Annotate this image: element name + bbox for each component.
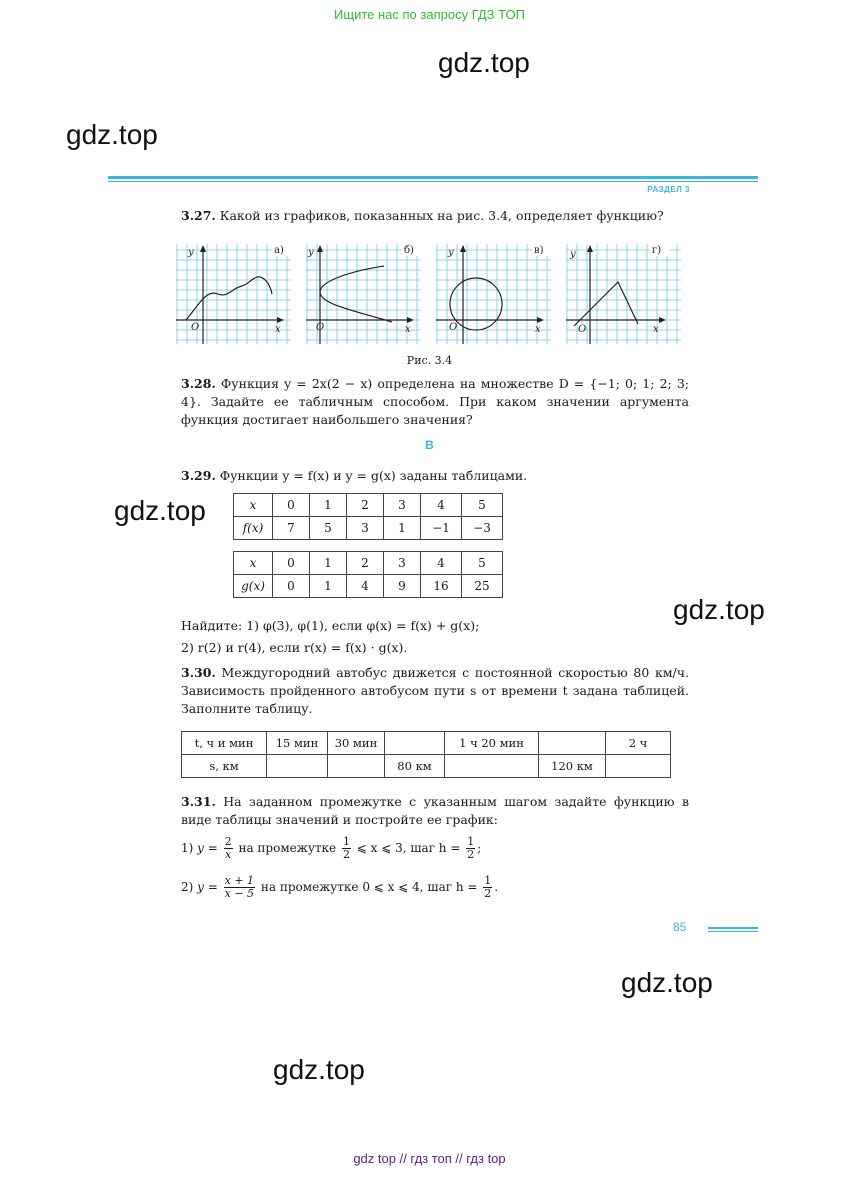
- fraction: [342, 836, 351, 861]
- problem-number: 3.28.: [181, 376, 216, 391]
- table-cell: −1: [421, 517, 462, 540]
- table-cell: 4: [421, 552, 462, 575]
- curve: [450, 278, 502, 330]
- graph-label: а): [274, 245, 284, 256]
- problem-text: Функция y = 2x(2 − x) определена на множестве D = {−1; 0; 1; 2; 3; 4}. Задайте ее табличным способом. При каком значении аргумента функция достигает наибольшего значения?: [181, 376, 689, 427]
- graph-label: г): [652, 245, 662, 256]
- section-label: РАЗДЕЛ 3: [647, 185, 690, 194]
- problem-3-31: [181, 793, 689, 829]
- origin-label: O: [578, 324, 587, 335]
- fraction: [483, 875, 492, 900]
- page-rule: [708, 931, 758, 932]
- x-label: x: [535, 324, 541, 335]
- header-rule: [108, 181, 758, 182]
- table-g: [233, 551, 503, 598]
- table-cell: 2: [347, 494, 384, 517]
- numerator: 1: [467, 835, 475, 848]
- table-cell: [385, 732, 445, 755]
- watermark: gdz.top: [438, 47, 530, 78]
- table-cell: t, ч и мин: [182, 732, 267, 755]
- table-cell: 5: [462, 552, 503, 575]
- problem-text: Междугородний автобус движется с постоянной скоростью 80 км/ч. Зависимость пройденного автобусом пути s от времени t задана таблицей. Заполните таблицу.: [181, 665, 689, 716]
- subsection-label: В: [425, 438, 434, 452]
- graph-label: в): [534, 245, 544, 256]
- item-step: шаг h =: [427, 880, 478, 894]
- problem-number: 3.29.: [181, 468, 216, 483]
- table-row: [234, 494, 503, 517]
- numerator: 1: [484, 874, 492, 887]
- figure-caption: Рис. 3.4: [406, 354, 453, 367]
- y-arrow: [317, 245, 323, 252]
- denominator: 2: [467, 848, 475, 861]
- table-cell: 30 мин: [328, 732, 385, 755]
- table-cell: 5: [462, 494, 503, 517]
- denominator: x: [225, 848, 232, 861]
- table-cell: x: [234, 552, 273, 575]
- graph-v: [436, 244, 551, 344]
- table-cell: 0: [273, 494, 310, 517]
- graph-b-svg: [306, 244, 421, 344]
- problem-3-30: [181, 664, 689, 718]
- table-cell: 2: [347, 552, 384, 575]
- table-cell: 1: [310, 552, 347, 575]
- problem-number: 3.30.: [181, 665, 216, 680]
- item-end: .: [494, 880, 499, 894]
- table-cell: 0: [273, 552, 310, 575]
- y-arrow: [587, 245, 593, 252]
- y-label: y: [308, 247, 314, 258]
- denominator: x − 5: [224, 887, 255, 900]
- find-line-2: 2) r(2) и r(4), если r(x) = f(x) · g(x).: [181, 640, 408, 655]
- item-inequality: ⩽ x ⩽ 3,: [356, 841, 407, 855]
- find-line-1: Найдите: 1) φ(3), φ(1), если φ(x) = f(x) + g(x);: [181, 618, 480, 633]
- page-number: 85: [673, 920, 687, 934]
- table-cell: 4: [421, 494, 462, 517]
- table-row: [234, 552, 503, 575]
- item-step: шаг h =: [410, 841, 461, 855]
- table-cell: [267, 755, 328, 778]
- problem-3-29: [181, 467, 689, 485]
- item-end: ;: [477, 841, 482, 855]
- table-cell: [539, 732, 606, 755]
- fraction: [466, 836, 475, 861]
- table-cell: [328, 755, 385, 778]
- numerator: x + 1: [224, 874, 255, 887]
- y-arrow: [200, 245, 206, 252]
- x-label: x: [275, 324, 281, 335]
- watermark: gdz.top: [114, 495, 206, 526]
- item-text: на промежутке 0 ⩽ x ⩽ 4,: [260, 880, 424, 894]
- graph-a-svg: [176, 244, 291, 344]
- table-cell: 0: [273, 575, 310, 598]
- table-cell: 7: [273, 517, 310, 540]
- item-y: y =: [197, 841, 218, 855]
- watermark: gdz.top: [273, 1054, 365, 1085]
- problem-text: На заданном промежутке с указанным шагом задайте функцию в виде таблицы значений и постройте ее график:: [181, 794, 689, 827]
- table-bus: [181, 731, 671, 778]
- table-cell: 80 км: [385, 755, 445, 778]
- fraction: [224, 875, 255, 900]
- footer-links: gdz top // гдз топ // гдз top: [353, 1151, 506, 1166]
- graph-g-svg: [566, 244, 681, 344]
- fraction: [224, 836, 233, 861]
- table-cell: 16: [421, 575, 462, 598]
- denominator: 2: [484, 887, 492, 900]
- item-prefix: 2): [181, 880, 194, 894]
- table-cell: 9: [384, 575, 421, 598]
- watermark: gdz.top: [621, 967, 713, 998]
- graph-label: б): [404, 245, 414, 256]
- curve: [186, 277, 272, 320]
- y-label: y: [570, 249, 576, 260]
- problem-3-28: [181, 375, 689, 429]
- x-arrow: [277, 317, 284, 323]
- graph-b: [306, 244, 421, 344]
- table-cell: [606, 755, 671, 778]
- origin-label: O: [316, 322, 325, 333]
- table-row: [234, 517, 503, 540]
- table-cell: 1: [310, 575, 347, 598]
- curve: [574, 282, 638, 326]
- problem-text: Функции y = f(x) и y = g(x) заданы таблицами.: [219, 468, 528, 483]
- x-label: x: [405, 324, 411, 335]
- table-cell: 4: [347, 575, 384, 598]
- table-cell: 25: [462, 575, 503, 598]
- table-cell: 1: [384, 517, 421, 540]
- table-cell: 2 ч: [606, 732, 671, 755]
- numerator: 2: [224, 835, 232, 848]
- item-2: [181, 875, 498, 900]
- y-arrow: [460, 245, 466, 252]
- table-cell: 3: [347, 517, 384, 540]
- numerator: 1: [342, 835, 350, 848]
- table-f: [233, 493, 503, 540]
- problem-number: 3.31.: [181, 794, 216, 809]
- x-label: x: [653, 324, 659, 335]
- table-cell: 3: [384, 552, 421, 575]
- item-text: на промежутке: [238, 841, 337, 855]
- table-row: [182, 732, 671, 755]
- problem-text: Какой из графиков, показанных на рис. 3.4, определяет функцию?: [219, 208, 664, 223]
- table-cell: f(x): [234, 517, 273, 540]
- table-cell: 5: [310, 517, 347, 540]
- table-cell: x: [234, 494, 273, 517]
- item-prefix: 1): [181, 841, 194, 855]
- watermark: gdz.top: [66, 119, 158, 150]
- graph-a: [176, 244, 291, 344]
- origin-label: O: [191, 322, 200, 333]
- y-label: y: [448, 247, 454, 258]
- watermark: gdz.top: [673, 594, 765, 625]
- table-row: [234, 575, 503, 598]
- table-row: [182, 755, 671, 778]
- header-rule: [108, 176, 758, 179]
- top-note: Ищите нас по запросу ГДЗ ТОП: [334, 7, 525, 22]
- origin-label: O: [449, 322, 458, 333]
- problem-3-27: [181, 207, 689, 225]
- table-cell: 1 ч 20 мин: [445, 732, 539, 755]
- table-cell: 3: [384, 494, 421, 517]
- table-cell: 1: [310, 494, 347, 517]
- x-arrow: [537, 317, 544, 323]
- table-cell: 15 мин: [267, 732, 328, 755]
- table-cell: s, км: [182, 755, 267, 778]
- item-1: [181, 836, 481, 861]
- graph-v-svg: [436, 244, 551, 344]
- table-cell: g(x): [234, 575, 273, 598]
- graph-g: [566, 244, 681, 344]
- page-rule: [708, 927, 758, 929]
- problem-number: 3.27.: [181, 208, 216, 223]
- table-cell: −3: [462, 517, 503, 540]
- item-y: y =: [197, 880, 218, 894]
- table-cell: 120 км: [539, 755, 606, 778]
- x-arrow: [407, 317, 414, 323]
- denominator: 2: [342, 848, 350, 861]
- y-label: y: [188, 247, 194, 258]
- curve: [320, 266, 392, 322]
- table-cell: [445, 755, 539, 778]
- x-arrow: [659, 317, 666, 323]
